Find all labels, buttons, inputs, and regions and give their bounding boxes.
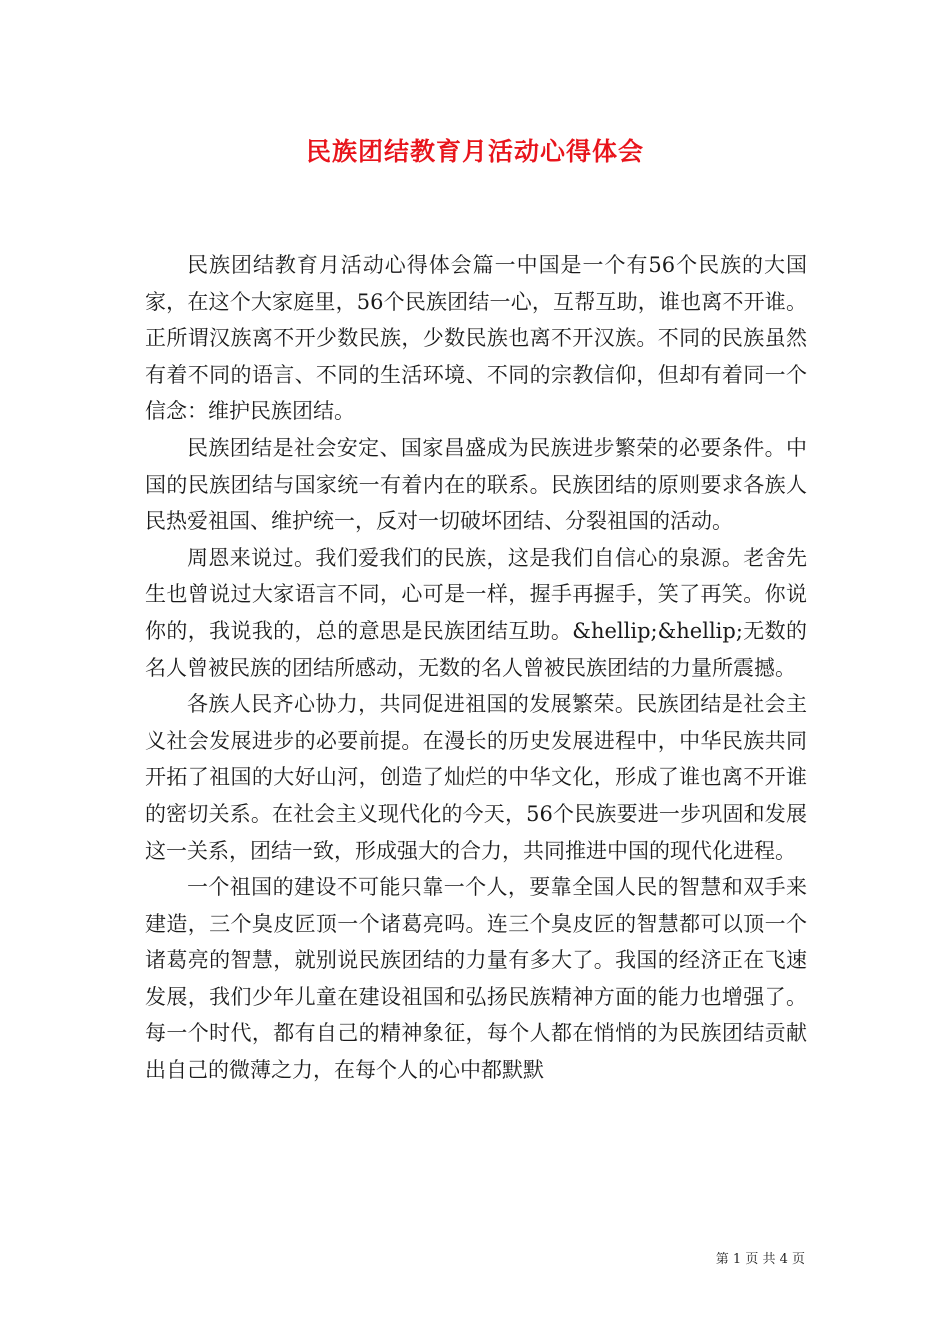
paragraph-3: 周恩来说过。我们爱我们的民族，这是我们自信心的泉源。老舍先生也曾说过大家语言不同，心可是一样，握手再握手，笑了再笑。你说你的，我说我的，总的意思是民族团结互助。&hellip;&hellip;无数的名人曾被民族的团结所感动，无数的名人曾被民族团结的力量所震撼。 — [145, 545, 807, 680]
paragraph-5: 一个祖国的建设不可能只靠一个人，要靠全国人民的智慧和双手来建造，三个臭皮匠顶一个诸葛亮吗。连三个臭皮匠的智慧都可以顶一个诸葛亮的智慧，就别说民族团结的力量有多大了。我国的经济正在飞速发展，我们少年儿童在建设祖国和弘扬民族精神方面的能力也增强了。每一个时代，都有自己的精神象征，每个人都在悄悄的为民族团结贡献出自己的微薄之力，在每个人的心中都默默 — [145, 875, 807, 1083]
paragraph-4: 各族人民齐心协力，共同促进祖国的发展繁荣。民族团结是社会主义社会发展进步的必要前提。在漫长的历史发展进程中，中华民族共同开拓了祖国的大好山河，创造了灿烂的中华文化，形成了谁也离不开谁的密切关系。在社会主义现代化的今天，56个民族要进一步巩固和发展这一关系，团结一致，形成强大的合力，共同推进中国的现代化进程。 — [145, 692, 807, 863]
paragraph-2: 民族团结是社会安定、国家昌盛成为民族进步繁荣的必要条件。中国的民族团结与国家统一有着内在的联系。民族团结的原则要求各族人民热爱祖国、维护统一，反对一切破坏团结、分裂祖国的活动。 — [145, 435, 807, 534]
page-number: 第 1 页 共 4 页 — [715, 1252, 805, 1267]
document-title: 民族团结教育月活动心得体会 — [305, 137, 644, 166]
paragraph-1: 民族团结教育月活动心得体会篇一中国是一个有56个民族的大国家，在这个大家庭里，56个民族团结一心，互帮互助，谁也离不开谁。正所谓汉族离不开少数民族，少数民族也离不开汉族。不同的民族虽然有着不同的语言、不同的生活环境、不同的宗教信仰，但却有着同一个信念：维护民族团结。 — [145, 253, 807, 424]
document-body — [145, 247, 807, 1089]
